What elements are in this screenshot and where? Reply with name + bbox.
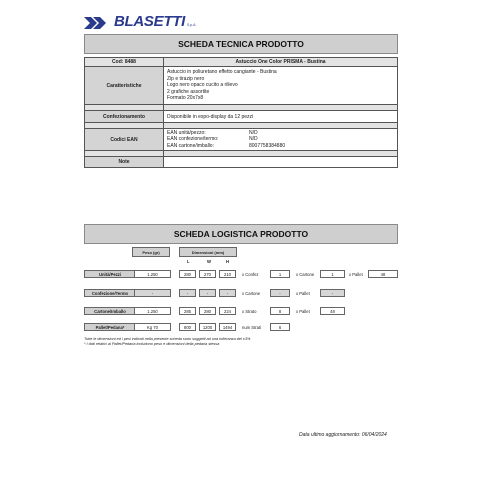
logistics-notes xyxy=(84,337,250,347)
list-item: Logo nero opaco cucito a rilievo xyxy=(167,82,238,89)
dim-w-cell: 280 xyxy=(199,307,216,315)
weight-cell: 1.250 xyxy=(134,270,171,278)
product-name: Astuccio One Color PRISMA - Bustina xyxy=(164,58,398,67)
packaging-label: Confezionamento xyxy=(85,111,164,123)
logo-chevron-icon xyxy=(84,17,112,29)
ean-value: N/D xyxy=(249,130,258,136)
dim-l-cell: 285 xyxy=(179,307,196,315)
per-carton-cell: - xyxy=(270,289,290,297)
dim-l-cell: - xyxy=(179,289,196,297)
dim-label-w: W xyxy=(207,259,211,264)
per-pack-cell: 1 xyxy=(270,270,290,278)
weight-cell: Kg 70 xyxy=(134,323,171,331)
dimensions-header: Dimensioni (mm) xyxy=(179,247,237,257)
dim-h-cell: 224 xyxy=(219,307,236,315)
dim-h-cell: 210 xyxy=(219,270,236,278)
brand-name: BLASETTI xyxy=(114,13,185,30)
per-pallet-label: x Pallet xyxy=(296,308,310,314)
weight-header: Peso (gr) xyxy=(132,247,170,257)
characteristics-list xyxy=(164,67,398,105)
per-layer-label: x Strato xyxy=(242,308,257,314)
row-label-unit: Unità/Pezzi xyxy=(84,270,136,278)
list-item: Astuccio in poliuretano effetto cangiante - Bustina xyxy=(167,69,277,76)
ean-value: N/D xyxy=(249,136,258,143)
table-row xyxy=(85,111,398,123)
weight-cell: 1.250 xyxy=(134,307,171,315)
packaging-value: Disponibile in expo-display da 12 pezzi xyxy=(164,111,398,123)
dim-h-cell: 1494 xyxy=(219,323,236,331)
per-pallet-cell: - xyxy=(320,289,345,297)
per-pallet-label: x Pallet xyxy=(296,290,310,296)
per-carton-label: x Cartone xyxy=(242,290,261,296)
dim-w-cell: - xyxy=(199,289,216,297)
weight-cell: - xyxy=(134,289,171,297)
ean-label: Codici EAN xyxy=(85,129,164,151)
list-item: Zip e tirazip nero xyxy=(167,75,205,82)
ean-key: EAN unità/pezzo: xyxy=(167,130,206,136)
note-line: * I dati relativi al Pallet/Pedana includono peso e dimensioni della pedana stessa xyxy=(84,342,220,346)
dim-l-cell: 280 xyxy=(179,270,196,278)
dim-label-l: L xyxy=(187,259,190,264)
dim-h-cell: - xyxy=(219,289,236,297)
layers-label: num Strati xyxy=(242,324,262,330)
notes-label: Note xyxy=(85,157,164,168)
ean-key: EAN confezione/termo: xyxy=(167,136,219,143)
row-label-carton: Cartone/Imballo xyxy=(84,307,136,315)
brand-logo xyxy=(84,13,196,29)
tech-sheet-table xyxy=(84,57,398,168)
ean-key: EAN cartone/imballo: xyxy=(167,142,214,149)
ean-value: 8007758384880 xyxy=(249,142,286,149)
dim-w-cell: 270 xyxy=(199,270,216,278)
note-line: Tutte le dimensioni ed i pesi indicati nella presente scheda sono soggetti ad una tolleranza del ±3% xyxy=(84,337,251,341)
dim-w-cell: 1200 xyxy=(199,323,216,331)
product-code: Cod: 8488 xyxy=(85,58,164,67)
notes-value xyxy=(164,157,398,168)
brand-suffix: S.p.A. xyxy=(186,23,197,27)
per-layer-cell: 8 xyxy=(270,307,290,315)
last-updated: Data ultimo aggiornamento: 06/04/2024 xyxy=(299,432,387,438)
table-row xyxy=(85,129,398,151)
per-pallet-label: x Pallet xyxy=(349,271,363,277)
per-carton-cell: 1 xyxy=(320,270,345,278)
per-pack-label: x Confez xyxy=(242,271,259,277)
dim-label-h: H xyxy=(226,259,230,264)
list-item xyxy=(167,143,394,149)
row-label-pallet: Pallet/Pedana* xyxy=(84,323,136,331)
table-row xyxy=(85,58,398,67)
per-pallet-cell: 48 xyxy=(368,270,398,278)
per-pallet-cell: 48 xyxy=(320,307,345,315)
logistics-sheet-title: SCHEDA LOGISTICA PRODOTTO xyxy=(84,224,398,244)
table-row xyxy=(85,157,398,168)
ean-list xyxy=(164,129,398,151)
characteristics-label: Caratteristiche xyxy=(85,67,164,105)
dim-l-cell: 800 xyxy=(179,323,196,331)
per-carton-label: x Cartone xyxy=(296,271,315,277)
layers-cell: 6 xyxy=(270,323,290,331)
row-label-pack: Confezione/Termo xyxy=(84,289,136,297)
list-item: Formato 20x7x8 xyxy=(167,95,204,102)
table-row xyxy=(85,67,398,105)
list-item: 2 grafiche assortite xyxy=(167,88,210,95)
tech-sheet-title: SCHEDA TECNICA PRODOTTO xyxy=(84,34,398,54)
